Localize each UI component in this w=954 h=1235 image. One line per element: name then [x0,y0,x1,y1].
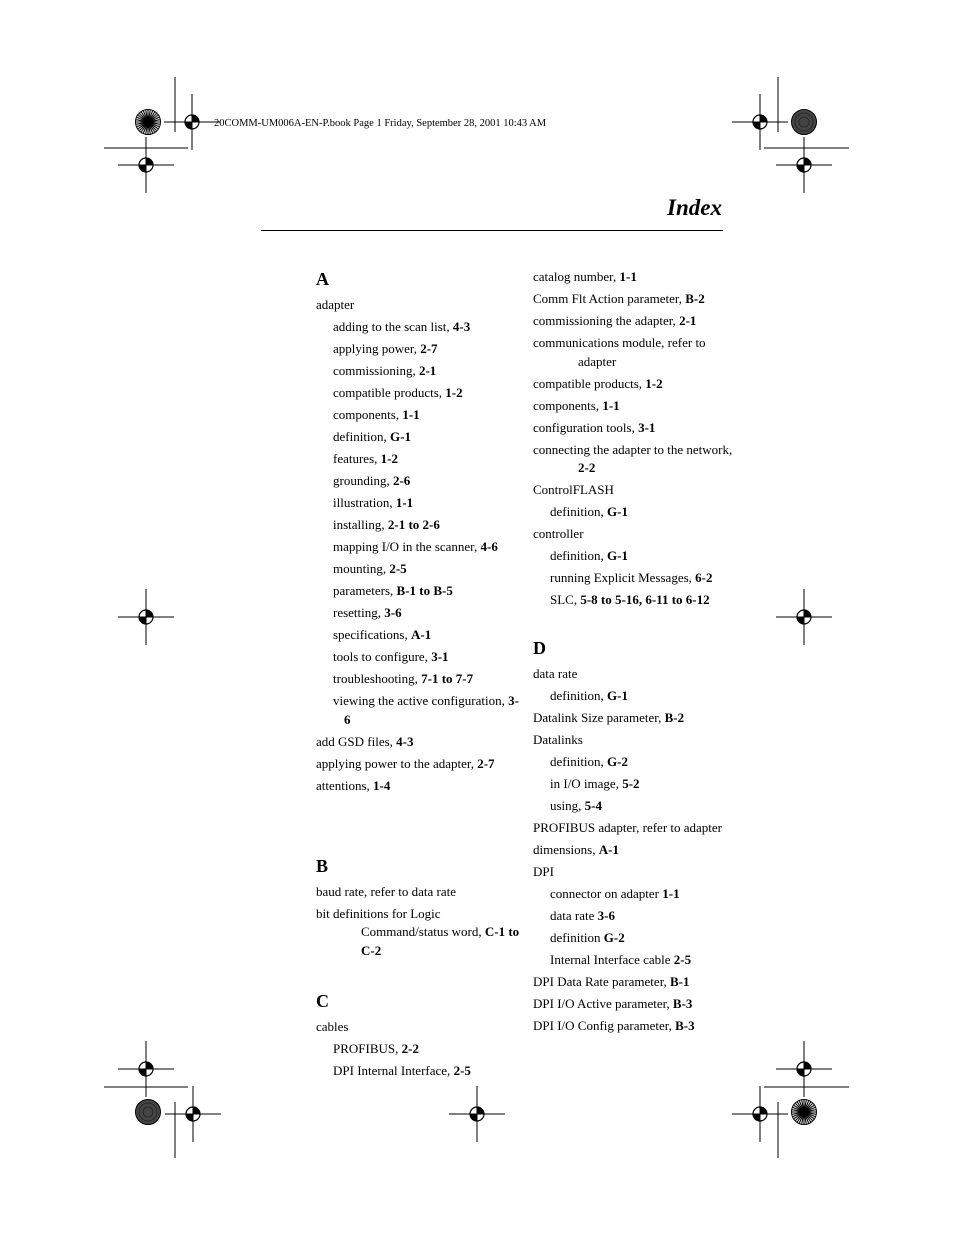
index-entry [316,733,521,752]
index-entry-text: add GSD files, [316,733,397,749]
page-reference: 1-2 [445,385,463,400]
index-entry-text: configuration tools, [533,419,639,435]
index-entry-text: compatible products, [533,375,646,391]
index-entry-text: PROFIBUS, [333,1040,402,1056]
index-entry-text: connector on adapter [550,886,663,901]
page-reference: 4-6 [480,539,498,554]
index-entry [533,819,733,838]
index-entry-text: features, [333,451,381,466]
index-entry-text: parameters, [333,583,397,598]
index-subentry [533,569,733,588]
section-spacer [316,964,521,990]
index-entry [533,481,733,500]
page-reference: 2-2 [401,1040,419,1056]
index-entry-text: commissioning the adapter, [533,313,680,328]
index-entry [533,334,733,371]
page-reference: 1-1 [662,886,680,901]
page-reference: B-3 [675,1018,695,1033]
index-entry-text: definition [550,930,604,945]
index-entry-text: compatible products, [333,385,446,400]
index-subentry [316,560,521,579]
page-reference: 1-1 [619,269,637,284]
index-entry-text: grounding, [333,473,393,488]
index-section-letter: A [316,269,329,289]
page-reference: 2-1 [679,313,697,328]
index-subentry [533,951,733,970]
index-entry-text: installing, [333,517,388,532]
index-entry-text: viewing the active configuration, [333,693,509,708]
index-subentry [533,775,733,794]
index-section-letter: C [316,990,329,1011]
page-reference: G-1 [607,548,628,563]
index-entry-text: illustration, [333,495,396,510]
page-reference: G-1 [607,688,628,703]
index-subentry [316,670,521,689]
index-entry [533,863,733,882]
index-entry-text: controller [533,526,584,541]
index-entry-text: DPI Internal Interface, [333,1062,454,1078]
index-entry-text: definition, [550,754,608,769]
index-entry-text: specifications, [333,627,411,642]
index-entry [533,441,733,478]
index-subentry [316,472,521,491]
index-entry-text: ControlFLASH [533,482,614,497]
index-entry-text: DPI I/O Config parameter, [533,1018,676,1033]
index-entry [533,973,733,992]
page-reference: 3-1 [638,419,656,435]
page-reference: 7-1 to 7-7 [421,671,474,686]
section-spacer [316,799,521,855]
index-entry [316,296,521,315]
index-section-letter: D [533,638,546,658]
index-subentry [316,384,521,403]
index-entry-text: mapping I/O in the scanner, [333,539,481,554]
index-subentry [316,494,521,513]
index-entry-text: in I/O image, [550,776,623,791]
section-spacer [533,613,733,637]
index-entry-text: using, [550,798,585,813]
index-subentry [533,885,733,904]
index-entry-text: DPI [533,864,554,879]
index-column-left [316,268,521,1084]
page-reference: B-1 [670,974,690,989]
index-entry-text: Comm Flt Action parameter, [533,291,686,306]
index-entry-text: data rate [550,908,598,923]
index-section-letter: B [316,855,329,876]
page-reference: 2-1 [418,363,437,378]
index-subentry [316,692,521,729]
page-reference: 4-3 [396,733,414,749]
index-entry-text: mounting, [333,561,390,576]
index-entry-text: catalog number, [533,269,620,284]
index-entry [533,525,733,544]
index-subentry [533,929,733,948]
index-entry [533,375,733,394]
page-reference: B-3 [672,996,693,1011]
index-entry-text: running Explicit Messages, [550,570,696,585]
page-reference: A-1 [598,842,619,857]
index-entry [316,883,521,902]
index-subentry [316,318,521,337]
page-reference: 3-6 [384,605,402,620]
index-entry-text: bit definitions for Logic Command/status word, [316,905,485,939]
index-entry-text: attentions, [316,777,374,793]
index-entry [533,419,733,438]
page-reference: 3-6 [597,908,615,923]
page-reference: 5-4 [584,798,603,813]
index-entry [316,1018,521,1037]
index-entry-text: PROFIBUS adapter, refer to adapter [533,820,723,835]
index-subentry [316,428,521,447]
index-entry-text: connecting the adapter to the network, [533,441,733,457]
page-reference: G-1 [607,504,628,519]
index-subentry [316,340,521,359]
page-reference: 2-5 [673,952,692,967]
index-entry [533,312,733,331]
page-reference: B-2 [685,291,705,306]
index-entry [316,777,521,796]
index-entry [316,905,521,961]
index-entry [533,1017,733,1036]
index-entry-text: DPI Data Rate parameter, [533,974,671,989]
index-entry-text: tools to configure, [333,649,432,664]
index-entry-text: components, [333,407,403,422]
index-entry [533,995,733,1014]
title-rule [261,230,723,231]
index-entry-text: Internal Interface cable [550,952,674,967]
index-entry-text: DPI I/O Active parameter, [533,996,673,1011]
page-reference: C-1 to C-2 [361,924,520,958]
index-entry-text: resetting, [333,605,385,620]
page-reference: 1-2 [380,451,398,466]
index-entry [533,268,733,287]
index-entry [533,709,733,728]
page-reference: 2-7 [420,341,438,356]
index-subentry [316,538,521,557]
page-reference: 3-6 [344,693,519,727]
index-entry-text: cables [316,1018,349,1034]
index-subentry [316,362,521,381]
index-entry-text: commissioning, [333,363,419,378]
page-reference: 1-2 [645,375,663,391]
index-entry-text: SLC, [550,592,581,607]
index-entry-text: Datalink Size parameter, [533,710,665,725]
index-entry-text: definition, [550,504,608,519]
index-subentry [316,1040,521,1059]
page-reference: 5-8 to 5-16, 6-11 to 6-12 [580,592,710,607]
page-reference: 1-4 [373,777,391,793]
page-reference: 5-2 [622,776,640,791]
page-reference: 2-1 to 2-6 [387,517,440,532]
index-subentry [533,547,733,566]
index-entry [533,665,733,684]
index-entry [533,731,733,750]
page-reference: B-1 to B-5 [396,583,453,598]
page-reference: G-2 [607,754,628,769]
page-reference: 2-5 [453,1062,471,1078]
index-entry [533,841,733,860]
index-entry-text: data rate [533,666,578,681]
page-reference: 1-1 [395,495,414,510]
index-entry-text: dimensions, [533,842,599,857]
page-reference: A-1 [410,627,432,642]
page-reference: 4-3 [452,319,471,334]
page-reference: 1-1 [602,397,620,413]
index-subentry [316,626,521,645]
index-entry-text: applying power, [333,341,421,356]
index-entry-text: troubleshooting, [333,671,422,686]
index-subentry [533,753,733,772]
index-entry-text: definition, [550,548,608,563]
page-title: Index [667,195,722,220]
index-subentry [316,648,521,667]
index-subentry [533,687,733,706]
index-entry [316,755,521,774]
page-reference: 2-2 [578,460,596,475]
page-reference: 2-5 [389,561,407,576]
page-reference: 2-7 [477,755,495,771]
index-subentry [316,582,521,601]
index-entry-text: baud rate, refer to data rate [316,883,457,899]
index-subentry [316,450,521,469]
page-reference: G-1 [390,429,411,444]
book-file-header: 20COMM-UM006A-EN-P.book Page 1 Friday, September 28, 2001 10:43 AM [214,118,547,129]
index-subentry [533,503,733,522]
index-subentry [533,591,733,610]
index-entry-text: definition, [333,429,391,444]
index-entry-text: definition, [550,688,608,703]
index-entry-text: applying power to the adapter, [316,755,478,771]
page-reference: 3-1 [431,649,449,664]
index-entry-text: adapter [316,297,355,312]
index-subentry [316,604,521,623]
index-subentry [316,406,521,425]
index-entry-text: adding to the scan list, [333,319,453,334]
index-column-right [533,268,733,1039]
index-entry [533,397,733,416]
index-subentry [533,907,733,926]
page-reference: B-2 [664,710,685,725]
index-entry-text: Datalinks [533,732,583,747]
index-subentry [533,797,733,816]
index-subentry [316,1062,521,1081]
page-reference: G-2 [603,930,625,945]
index-subentry [316,516,521,535]
page-reference: 6-2 [695,570,713,585]
index-entry-text: communications module, refer to adapter [533,335,706,369]
index-entry-text: components, [533,397,603,413]
page-reference: 2-6 [392,473,411,488]
page-reference: 1-1 [402,407,420,422]
index-entry [533,290,733,309]
